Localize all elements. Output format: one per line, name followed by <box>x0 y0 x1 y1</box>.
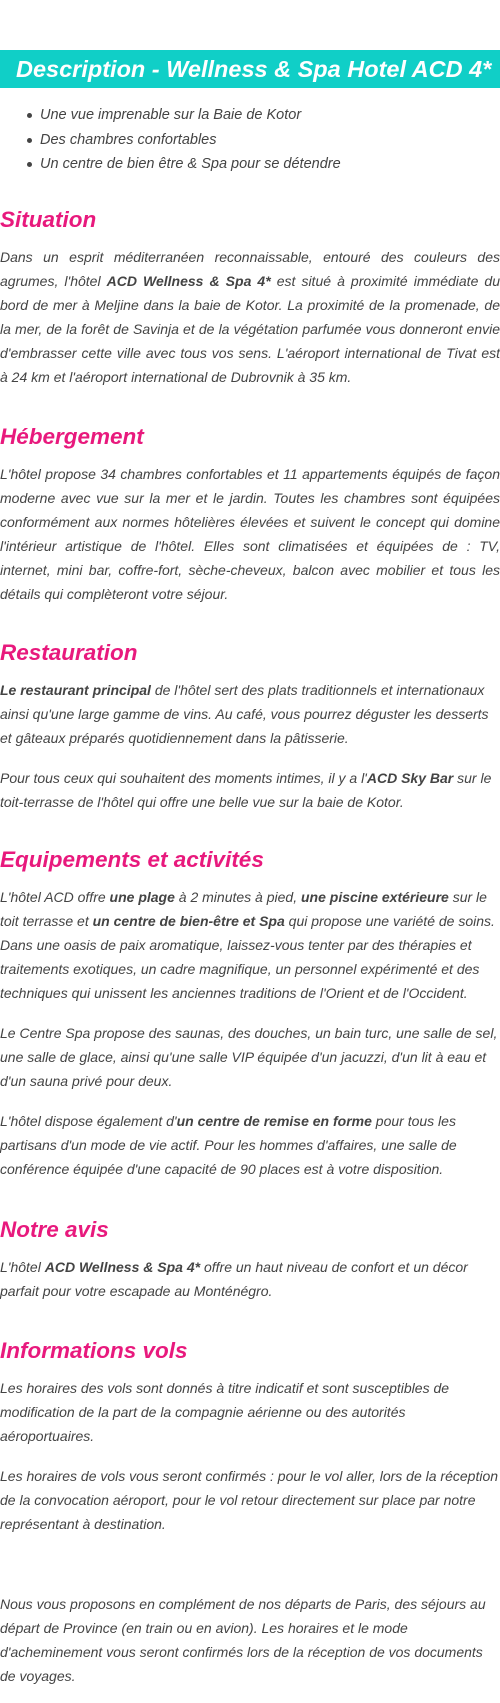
section-paragraph: L'hôtel dispose également d'un centre de remise en forme pour tous les partisans d'un mode de vie actif. Pour les hommes d'affaires, une salle de conférence équipée d'une capacité de 90 places est à votre disposition. <box>0 1113 457 1177</box>
page-title: Description - Wellness & Spa Hotel ACD 4* <box>16 56 492 82</box>
section-paragraph: Pour tous ceux qui souhaitent des moments intimes, il y a l'ACD Sky Bar sur le toit-terrasse de l'hôtel qui offre une belle vue sur la baie de Kotor. <box>0 770 492 810</box>
section-heading: Equipements et activités <box>0 847 264 872</box>
section-paragraph: Les horaires des vols sont donnés à titre indicatif et sont susceptibles de modification de la part de la compagnie aérienne ou des autorités aéroportuaires. <box>0 1380 450 1444</box>
section-informations-vols <box>0 1336 500 1688</box>
section-paragraph: Le restaurant principal de l'hôtel sert des plats traditionnels et internationaux ainsi qu'une large gamme de vins. Au café, vous pourrez déguster les desserts et gâteaux préparés quotidiennement dans la pâtisserie. <box>0 682 489 746</box>
section-paragraph: Dans un esprit méditerranéen reconnaissable, entouré des couleurs des agrumes, l'hôtel ACD Wellness & Spa 4* est situé à proximité immédiate du bord de mer à Meljine dans la baie de Kotor. La proximité de la promenade, de la mer, de la forêt de Savinja et de la végétation parfumée vous donneront envie d'embrasser cette ville avec tous vos sens. L'aéroport international de Tivat est à 24 km et l'aéroport international de Dubrovnik à 35 km. <box>0 249 500 385</box>
section-paragraph: L'hôtel ACD offre une plage à 2 minutes à pied, une piscine extérieure sur le toit terrasse et un centre de bien-être et Spa qui propose une variété de soins. Dans une oasis de paix aromatique, laissez-vous tenter par des thérapies et traitements exotiques, un cadre magnifique, un personnel expérimenté et des techniques qui unissent les anciennes traditions de l'Orient et de l'Occident. <box>0 889 495 1001</box>
section-restauration <box>0 638 500 814</box>
section-paragraph: Le Centre Spa propose des saunas, des douches, un bain turc, une salle de sel, une salle de glace, ainsi qu'une salle VIP équipée d'un jacuzzi, d'un lit à eau et d'un sauna privé pour deux. <box>0 1025 498 1089</box>
section-paragraph: Les horaires de vols vous seront confirmés : pour le vol aller, lors de la réception de la convocation aéroport, pour le vol retour directement sur place par notre représentant à destination. <box>0 1468 499 1532</box>
description-banner <box>0 50 500 88</box>
section-situation <box>0 205 500 389</box>
highlights-list <box>0 103 341 177</box>
section-notre-avis <box>0 1215 500 1303</box>
section-heading: Situation <box>0 207 97 232</box>
highlight-item: Des chambres confortables <box>40 128 341 153</box>
section-paragraph: L'hôtel propose 34 chambres confortables et 11 appartements équipés de façon moderne avec vue sur la mer et le jardin. Toutes les chambres sont équipées conformément aux normes hôtelières élevées et suivent le concept qui domine l'intérieur artistique de l'hôtel. Elles sont climatisées et équipées de : TV, internet, mini bar, coffre-fort, sèche-cheveux, balcon avec mobilier et tous les détails qui complèteront votre séjour. <box>0 466 500 602</box>
section-paragraph: L'hôtel ACD Wellness & Spa 4* offre un haut niveau de confort et un décor parfait pour votre escapade au Monténégro. <box>0 1259 468 1299</box>
section-heading: Informations vols <box>0 1338 188 1363</box>
highlight-item: Une vue imprenable sur la Baie de Kotor <box>40 103 341 128</box>
section-hebergement <box>0 422 500 606</box>
section-equipements <box>0 845 500 1181</box>
section-heading: Notre avis <box>0 1217 109 1242</box>
section-heading: Restauration <box>0 640 138 665</box>
section-heading: Hébergement <box>0 424 144 449</box>
section-paragraph: Nous vous proposons en complément de nos départs de Paris, des séjours au départ de Province (en train ou en avion). Les horaires et le mode d'acheminement vous seront confirmés lors de la réception de vos documents de voyages. <box>0 1596 486 1684</box>
highlight-item: Un centre de bien être & Spa pour se détendre <box>40 152 341 177</box>
